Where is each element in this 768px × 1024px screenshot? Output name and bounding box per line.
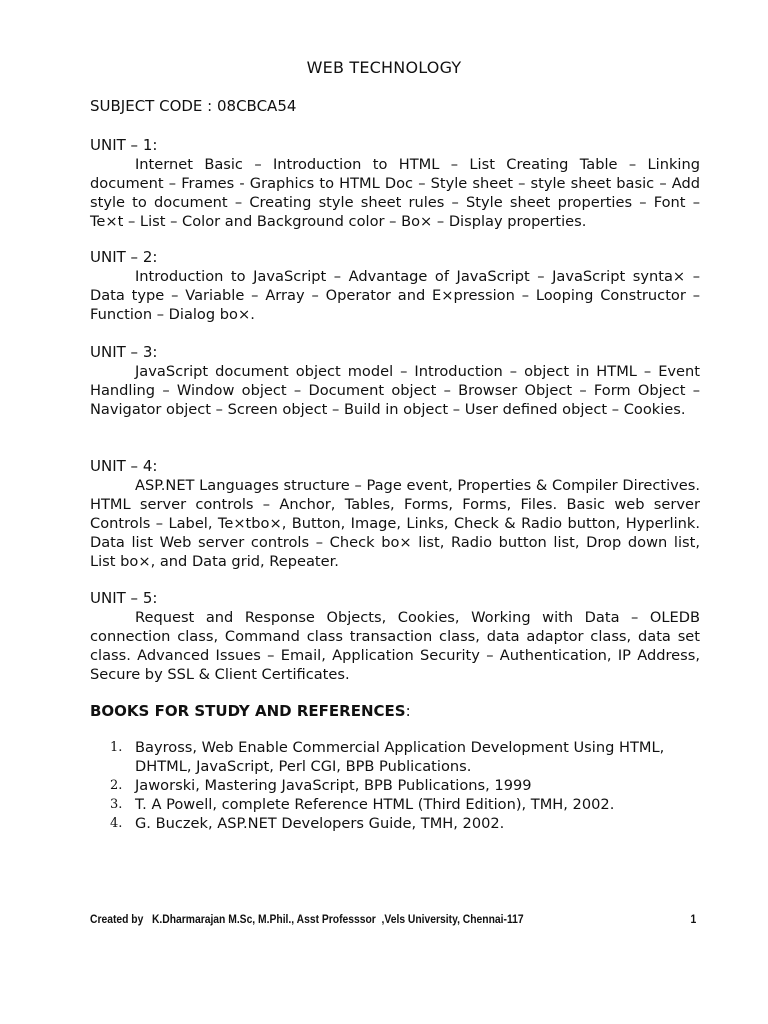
- book-text: Bayross, Web Enable Commercial Application Development Using HTML, DHTML, JavaScript, Perl CGI, BPB Publications.: [135, 739, 665, 775]
- books-heading-colon: :: [405, 702, 411, 720]
- book-text: G. Buczek, ASP.NET Developers Guide, TMH, 2002.: [135, 815, 505, 832]
- unit-section-2: [90, 248, 700, 324]
- book-number: 1.: [110, 740, 123, 755]
- book-text: Jaworski, Mastering JavaScript, BPB Publications, 1999: [135, 777, 532, 794]
- unit-heading: UNIT – 4:: [90, 457, 158, 475]
- book-number: 4.: [110, 816, 123, 831]
- book-item: [90, 776, 710, 795]
- subject-code: SUBJECT CODE : 08CBCA54: [90, 97, 297, 115]
- unit-body: JavaScript document object model – Introduction – object in HTML – Event Handling – Window object – Document object – Browser Object – Form Object – Navigator object – Screen object – Build in object – User defined object – Cookies.: [90, 363, 700, 418]
- book-item: [90, 795, 710, 814]
- book-number: 2.: [110, 778, 123, 793]
- unit-section-1: [90, 136, 700, 231]
- unit-body: Request and Response Objects, Cookies, Working with Data – OLEDB connection class, Command class transaction class, data adaptor class, data set class. Advanced Issues – Email, Application Security – Authentication, IP Address, Secure by SSL & Client Certificates.: [90, 609, 700, 683]
- unit-body: Internet Basic – Introduction to HTML – List Creating Table – Linking document – Frames - Graphics to HTML Doc – Style sheet – style sheet basic – Add style to document – Creating style sheet rules – Style sheet properties – Font – Te×t – List – Color and Background color – Bo× – Display properties.: [90, 156, 700, 230]
- page-number: 1: [690, 912, 697, 926]
- unit-heading: UNIT – 3:: [90, 343, 158, 361]
- book-item: [90, 738, 710, 776]
- unit-section-5: [90, 589, 700, 684]
- book-text: T. A Powell, complete Reference HTML (Third Edition), TMH, 2002.: [135, 796, 615, 813]
- books-heading-text: BOOKS FOR STUDY AND REFERENCES: [90, 702, 406, 720]
- books-heading: [90, 702, 411, 720]
- unit-section-3: [90, 343, 700, 419]
- unit-section-4: [90, 457, 700, 571]
- document-title: [0, 58, 768, 77]
- unit-heading: UNIT – 5:: [90, 589, 158, 607]
- footer-credit: Created by K.Dharmarajan M.Sc, M.Phil., Asst Professsor ,Vels University, Chennai-117: [90, 912, 524, 926]
- book-number: 3.: [110, 797, 123, 812]
- unit-body: Introduction to JavaScript – Advantage of JavaScript – JavaScript synta× – Data type – Variable – Array – Operator and E×pression – Looping Constructor – Function – Dialog bo×.: [90, 268, 700, 323]
- unit-heading: UNIT – 2:: [90, 248, 158, 266]
- unit-heading: UNIT – 1:: [90, 136, 158, 154]
- books-list: [90, 738, 710, 833]
- page-footer: [90, 912, 701, 926]
- book-item: [90, 814, 710, 833]
- title-text: WEB TECHNOLOGY: [306, 58, 462, 77]
- unit-body: ASP.NET Languages structure – Page event, Properties & Compiler Directives. HTML server controls – Anchor, Tables, Forms, Forms, Files. Basic web server Controls – Label, Te×tbo×, Button, Image, Links, Check & Radio button, Hyperlink. Data list Web server controls – Check bo× list, Radio button list, Drop down list, List bo×, and Data grid, Repeater.: [90, 477, 700, 570]
